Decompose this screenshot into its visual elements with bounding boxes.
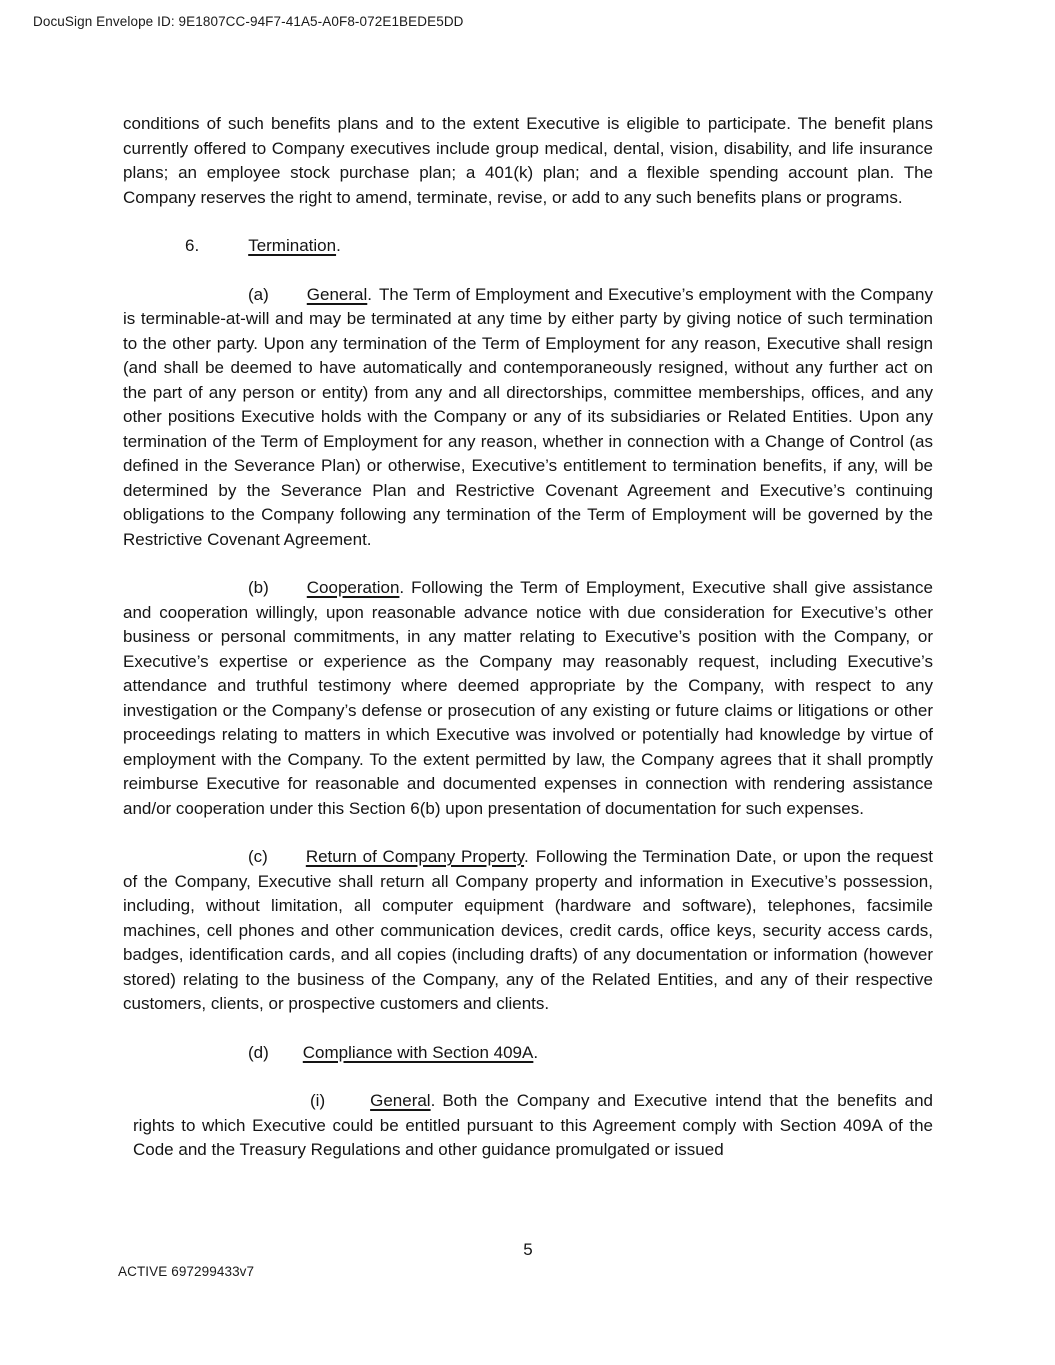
paragraph-6d-i-text: Both the Company and Executive intend that the benefits and rights to which Executive could be entitled pursuant to this Agreement comply with Section 409A of the Code and the Treasury Regulations and other guidance promulgated or issued: [133, 1091, 933, 1159]
paragraph-6d-i-title-period: .: [430, 1091, 436, 1110]
paragraph-6c-label: (c): [248, 847, 268, 866]
paragraph-6b-title-period: .: [399, 578, 405, 597]
paragraph-6d-i-label: (i): [310, 1091, 326, 1110]
paragraph-6c-title-period: .: [524, 847, 529, 866]
section-6-title: Termination: [248, 236, 337, 255]
paragraph-6b-text: Following the Term of Employment, Executive shall give assistance and cooperation willingly, upon reasonable advance notice with due consideration for Executive’s other business or personal commitments, in any matter relating to Executive’s position with the Company, or Executive’s expertise or experience as the Company may reasonably request, including Executive’s attendance and truthful testimony where deemed appropriate by the Company, with respect to any investigation or the Company’s defense or prosecution of any existing or future claims or litigations or other proceedings relating to matters in which Executive was involved or potentially had knowledge by virtue of employment with the Company. To the extent permitted by law, the Company agrees that it shall promptly reimburse Executive for reasonable and documented expenses in connection with rendering assistance and/or cooperation under this Section 6(b) upon presentation of documentation for such expenses.: [123, 578, 933, 818]
document-reference-number: ACTIVE 697299433v7: [118, 1264, 255, 1279]
paragraph-6d-i-general: [133, 1089, 933, 1163]
paragraph-6b-cooperation: [123, 576, 933, 821]
paragraph-6a-label: (a): [248, 284, 269, 304]
paragraph-6a-general: [123, 283, 933, 553]
section-6-number: 6.: [185, 236, 200, 255]
section-6-heading: [123, 234, 933, 259]
document-body: [123, 112, 933, 1163]
section-6d-label: (d): [248, 1042, 269, 1062]
docusign-envelope-id: DocuSign Envelope ID: 9E1807CC-94F7-41A5-A0F8-072E1BEDE5DD: [33, 14, 464, 29]
section-6d-title: Compliance with Section 409A: [302, 1042, 534, 1062]
paragraph-6c-return-of-property: [123, 845, 933, 1017]
paragraph-6a-title-period: .: [367, 284, 372, 304]
section-6d-title-period: .: [533, 1042, 539, 1062]
paragraph-6b-title: Cooperation: [306, 578, 400, 597]
paragraph-benefits-continuation: conditions of such benefits plans and to the extent Executive is eligible to participate. The benefit plans currently offered to Company executives include group medical, dental, vision, disability, and life insurance plans; an employee stock purchase plan; a 401(k) plan; and a flexible spending account plan. The Company reserves the right to amend, terminate, revise, or add to any such benefits plans or programs.: [123, 114, 933, 207]
paragraph-6d-i-title: General: [370, 1091, 431, 1110]
paragraph-6a-text: The Term of Employment and Executive’s employment with the Company is terminable-at-will and may be terminated at any time by either party by giving notice of such termination to the other party. Upon any termination of the Term of Employment for any reason, Executive shall resign (and shall be deemed to have automatically and contemporaneously resigned, without any further act on the part of any person or entity) from any and all directorships, committee memberships, offices, and any other positions Executive holds with the Company or any of its subsidiaries or Related Entities. Upon any termination of the Term of Employment for any reason, whether in connection with a Change of Control (as defined in the Severance Plan) or otherwise, Executive’s entitlement to termination benefits, if any, will be determined by the Severance Plan and Restrictive Covenant Agreement and Executive’s continuing obligations to the Company following any termination of the Term of Employment will be governed by the Restrictive Covenant Agreement.: [123, 284, 933, 549]
section-6-title-period: .: [336, 236, 341, 255]
paragraph-6c-text: Following the Termination Date, or upon the request of the Company, Executive shall return all Company property and information in Executive’s possession, including, without limitation, all computer equipment (hardware and software), telephones, facsimile machines, cell phones and other communication devices, credit cards, office keys, security access cards, badges, identification cards, and all copies (including drafts) of any documentation or information (however stored) relating to the business of the Company, any of the Related Entities, and any of their respective customers, clients, or prospective customers and clients.: [123, 847, 933, 1013]
page-number: 5: [523, 1240, 533, 1259]
section-6d-heading: [123, 1041, 933, 1066]
paragraph-6c-title: Return of Company Property: [305, 847, 525, 866]
paragraph-6a-title: General: [306, 284, 368, 304]
paragraph-6b-label: (b): [248, 578, 269, 597]
